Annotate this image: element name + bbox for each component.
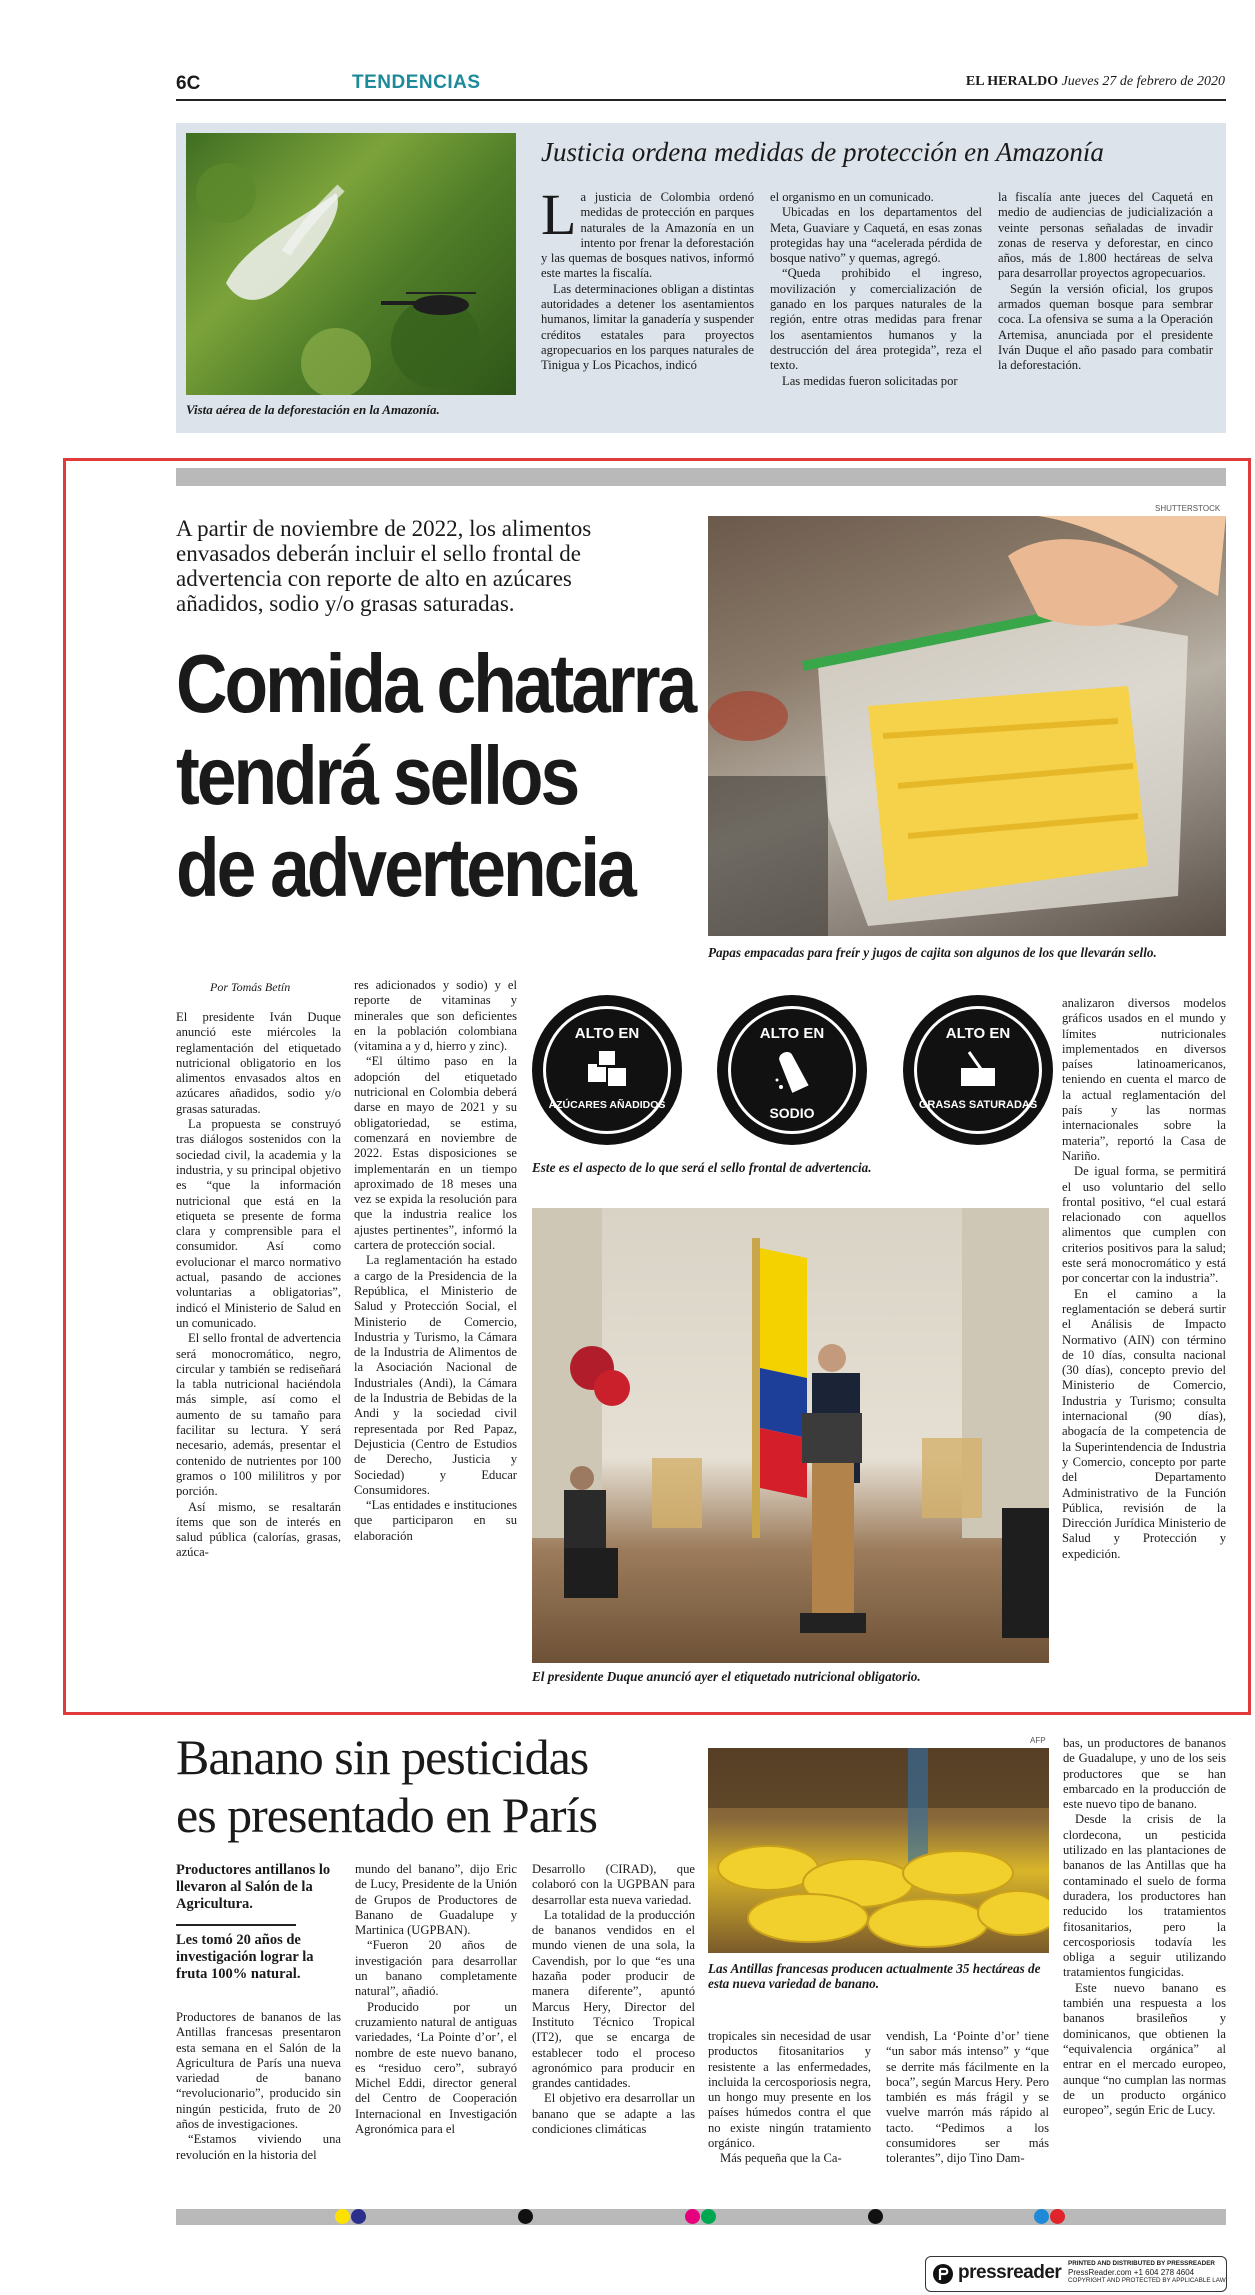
issue-date: Jueves 27 de febrero de 2020 [1061, 74, 1225, 89]
section-name: TENDENCIAS [352, 72, 481, 93]
story2-col3-p3: En el camino a la reglamentación se deberá surtir el Análisis de Impacto Normativo (AIN) con término de 10 días, consulta nacional (30 días), concepto previo del Ministerio de Comercio, Industria y Turismo; consulta internacional (90 días), abogacía de la competencia de la Superintendencia de Industria y Comercio, concepto por parte del Departamento Administrativo de la Función Pública, revisión de la Dirección Jurídica Ministerio de Salud y Protección y expedición. [1062, 1286, 1226, 1561]
registration-dot [351, 2209, 366, 2224]
story2-photo-caption: Papas empacadas para freír y jugos de cajita son algunos de los que llevarán sello. [708, 945, 1157, 960]
story3-photo-credit: AFP [1030, 1736, 1046, 1745]
story2-col1 [176, 1010, 341, 1561]
story3-col6-p1: bas, un productores de bananos de Guadalupe, y uno de los seis productores que se han embarcado en la producción de este nuevo tipo de banano. [1063, 1736, 1226, 1812]
seal-top-label: ALTO EN [945, 1025, 1011, 1042]
story2-col2-p2: “El último paso en la adopción del etiquetado nutricional en Colombia deberá darse en mayo de 2021 y su obligatoriedad, se estima, comenzará en noviembre de 2022. Estas disposiciones se implementarán en un tiempo aproximado de 18 meses una vez se expida la resolución para que la industria realice los ajustes pertinentes”, informó la cartera de protección social. [354, 1054, 517, 1253]
story1-col2-text-b: Ubicadas en los departamentos del Meta, Guaviare y Caquetá, en esas zonas protegidas hay una “acelerada pérdida de bosque nativo” y quemas, agregó. [770, 205, 982, 266]
story1-col1 [541, 182, 754, 374]
pressreader-info [1068, 2260, 1226, 2286]
story3-col6-p3: Este nuevo banano es también una respuesta a los bananos brasileños y dominicanos, que obtienen la “equivalencia orgánica” al entrar en el mercado europeo, aunque “no cumplan las normas de un producto orgánico europeo”, según Eric de Lucy. [1063, 1980, 1226, 2118]
story3-col4 [708, 2029, 871, 2167]
story3-col1-p1: Productores de bananos de las Antillas francesas presentaron esta semana en el Salón de la Agricultura de París una nueva variedad de banano “revolucionario”, producido sin ningún pesticida, fruto de 20 años de investigaciones. [176, 2010, 341, 2132]
story2-col3-p1: analizaron diversos modelos gráficos usados en el mundo y límites nutricionales implementados en diversos países latinoamericanos, teniendo en cuenta el marco de la actual reglamentación del país y las normas internacionales sobre la materia”, reportó la Casa de Nariño. [1062, 996, 1226, 1163]
headline-line-1: Comida chatarra [176, 637, 695, 730]
story3-col1-p2: “Estamos viviendo una revolución en la historia del [176, 2132, 341, 2162]
drop-cap: L [541, 182, 577, 247]
story3-col3-p3: El objetivo era desarrollar un banano que se adapte a las condiciones climáticas [532, 2091, 695, 2137]
story3-col2-p2: “Fueron 20 años de investigación para desarrollar un banano completamente natural”, añadió. [355, 1938, 517, 1999]
story1-col2-text-c: “Queda prohibido el ingreso, movilización y comercialización de ganado en los parques naturales de la región, entre otras medidas para frenar los asentamientos humanos y la destrucción del área protegida”, reza el texto. [770, 266, 982, 373]
headline-line-2: tendrá sellos [176, 729, 578, 822]
story3-sub1: Productores antillanos lo llevaron al Salón de la Agricultura. [176, 1862, 331, 1912]
story3-sub2: Les tomó 20 años de investigación lograr la fruta 100% natural. [176, 1932, 314, 1982]
registration-dot [701, 2209, 716, 2224]
story3-col3 [532, 1862, 695, 2137]
story3-col3-p1: Desarrollo (CIRAD), que colaboró con la UGPBAN para desarrollar esta nueva variedad. [532, 1862, 695, 1907]
president-photo [532, 1208, 1049, 1663]
story3-col5-p1: vendish, La ‘Pointe d’or’ tiene “un sabor más intenso” y “que se derrite más fácilmente en la boca”, según Marcus Hery. Pero también es más frágil y se vuelve marrón más rápido al tacto. “Pedimos a los consumidores ser más tolerantes”, dijo Tino Dam- [886, 2029, 1049, 2166]
story2-col1-p3: El sello frontal de advertencia será monocromático, negro, circular y también se rediseñará la tabla nutricional haciéndola más simple, así como el aumento de su tamaño para facilitar su lectura. Y será necesario, además, presentar el contenido de nutrientes por 100 gramos o 100 mililitros y por porción. [176, 1331, 341, 1499]
story3-col3-p2: La totalidad de la producción de bananos vendidos en el mundo vienen de una sola, la Cavendish, por lo que “es una hazaña poder producir de manera diferente”, apuntó Marcus Hery, Director del Instituto Técnico Tropical (IT2), que se encarga de establecer todo el proceso agronómico para producir en grandes cantidades. [532, 1907, 695, 2091]
story2-col1-p1: El presidente Iván Duque anunció este miércoles la reglamentación del etiquetado nutricional obligatorio en los alimentos envasados altos en azúcares añadidos, sodio y/o grasas saturadas. [176, 1010, 341, 1116]
story2-col2-p1: res adicionados y sodio) y el reporte de vitaminas y minerales que son deficientes en la población colombiana (vitamina a y d, hierro y zinc). [354, 978, 517, 1054]
registration-dot [868, 2209, 883, 2224]
story3-col5 [886, 2029, 1049, 2167]
seal-bottom-label: GRASAS SATURADAS [918, 1099, 1038, 1111]
story1-col1-text-b: Las determinaciones obligan a distintas autoridades a detener los asentamientos humanos, limitar la ganadería y suspender créditos estatales para proyectos agropecuarios en los parques naturales de Tinigua y Los Picachos, indicó [541, 281, 754, 373]
story3-col1 [176, 2010, 341, 2163]
byline-text: Por Tomás Betín [210, 980, 291, 994]
seal-bottom-label: AZÚCARES AÑADIDOS [548, 1099, 666, 1111]
pressreader-line2: PressReader.com +1 604 278 4604 [1068, 2267, 1195, 2277]
story1-col3-text-b: Según la versión oficial, los grupos armados queman bosque para sembrar coca. La ofensiva se suma a la Operación Artemisa, anunciada por el presidente Iván Duque el año pasado para combatir la deforestación. [998, 281, 1213, 373]
story2-col2-p3: La reglamentación ha estado a cargo de la Presidencia de la República, el Ministerio de Salud y Protección Social, el Ministerio de Comercio, Industria y Turismo, la Cámara de la Industria de Alimentos de la Asociación Nacional de Industriales (Andi), la Cámara de la Industria de Bebidas de la Andi y la sociedad civil representada por Red Papaz, Dejusticia (Centro de Estudios de Derecho, Justicia y Sociedad) y Educar Consumidores. [354, 1253, 517, 1497]
fat-tub-icon [955, 1050, 1001, 1090]
chips-bag-photo [708, 516, 1226, 936]
registration-dot [1034, 2209, 1049, 2224]
story1-title: Justicia ordena medidas de protección en Amazonía [541, 137, 1104, 167]
story3-headline [176, 1728, 597, 1844]
story1-col3-text: la fiscalía ante jueces del Caquetá en medio de audiencias de judicialización a veinte personas señaladas de invadir zonas de reserva y deforestar, en cinco años, más de 1.800 hectáreas de selva para desarrollar proyectos agropecuarios. [998, 190, 1213, 281]
story2-col1-p4: Así mismo, se resaltarán ítems que son de interés en salud pública (calorías, grasas, azúca- [176, 1499, 341, 1560]
salt-shaker-icon [775, 1047, 809, 1093]
pressreader-line3: COPYRIGHT AND PROTECTED BY APPLICABLE LAW [1068, 2277, 1226, 2284]
pressreader-brand: pressreader [958, 2262, 1062, 2283]
story2-top-band [176, 468, 1226, 486]
story3-headline-line-1: Banano sin pesticidas [176, 1729, 589, 1785]
story3-col6 [1063, 1736, 1226, 2118]
story2-col2 [354, 978, 517, 1544]
story2-col3-p2: De igual forma, se permitirá el uso voluntario del sello frontal positivo, “el cual estará relacionado con aquellos alimentos que cumplen con criterios positivos para la salud; este será monocromático y está por concertar con la industria”. [1062, 1164, 1226, 1286]
registration-dot [518, 2209, 533, 2224]
seal-sugar [532, 995, 682, 1145]
deforestation-photo [186, 133, 516, 395]
byline [210, 980, 290, 995]
story1-photo-caption: Vista aérea de la deforestación en la Amazonía. [186, 402, 440, 417]
story3-col4-p2: Más pequeña que la Ca- [720, 2151, 842, 2166]
registration-dot [335, 2209, 350, 2224]
registration-dot [685, 2209, 700, 2224]
seal-top-label: ALTO EN [759, 1025, 825, 1042]
story2-deck: A partir de noviembre de 2022, los alimentos envasados deberán incluir el sello frontal de advertencia con reporte de alto en azúcares añadidos, sodio y/o grasas saturadas. [176, 516, 592, 616]
seal-sodium [717, 995, 867, 1145]
story1-col3 [998, 190, 1213, 374]
story3-col2-p1: mundo del banano”, dijo Eric de Lucy, Presidente de la Unión de Grupos de Productores de Banano de Guadalupe y Martinica (UGPBAN). [355, 1862, 517, 1938]
headline-line-3: de advertencia [176, 821, 634, 914]
banana-photo-caption: Las Antillas francesas producen actualmente 35 hectáreas de esta nueva variedad de banano. [708, 1961, 1041, 1991]
masthead-date [966, 74, 1225, 90]
president-photo-caption: El presidente Duque anunció ayer el etiquetado nutricional obligatorio. [532, 1669, 921, 1684]
story3-col6-p2: Desde la crisis de la clordecona, un pesticida utilizado en las plantaciones de bananos de las Antillas que ha contaminado el suelo de forma duradera, los productores han reducido los tratamientos fitosanitarios, pero la cercosporiosis todavía les obliga a seguir utilizando tratamientos fungicidas. [1063, 1812, 1226, 1980]
story3-sub-rule [176, 1924, 296, 1926]
seal-top-label: ALTO EN [574, 1025, 640, 1042]
story1-col2-text: el organismo en un comunicado. [770, 190, 934, 204]
story2-photo-credit: SHUTTERSTOCK [1155, 504, 1221, 513]
header-rule [176, 99, 1226, 101]
story2-col1-p2: La propuesta se construyó tras diálogos sostenidos con la sociedad civil, la academia y la industria, y su principal objetivo es “que la información nutricional que está en la etiqueta se presente de forma clara y comprensible para el consumidor. Así como evolucionar el marco normativo actual, pasando de acciones voluntarias a obligatorias”, indicó el Ministerio de Salud en un comunicado. [176, 1117, 341, 1330]
page-number: 6C [176, 73, 201, 94]
sugar-cubes-icon [584, 1050, 630, 1090]
story2-col3 [1062, 996, 1226, 1562]
story1-col2-text-d: Las medidas fueron solicitadas por [782, 373, 958, 388]
story3-col2-p3: Producido por un cruzamiento natural de antiguas variedades, ‘La Pointe d’or’, el nombre de este nuevo banano, es “residuo cero”, subrayó Michel Eddi, director general del Centro de Cooperación Internacional en Investigación Agronómica para el [355, 1999, 517, 2137]
pressreader-line1: PRINTED AND DISTRIBUTED BY PRESSREADER [1068, 2260, 1215, 2267]
story1-col1-text: a justicia de Colombia ordenó medidas de protección en parques naturales de la Amazonía en un intento por frenar la deforestación y las quemas de bosques nativos, informó este martes la fiscalía. [541, 190, 754, 281]
story3-col4-p1: tropicales sin necesidad de usar productos fitosanitarios y resistente a las enfermedades, incluida la cercosporiosis negra, un hongo muy presente en los países húmedos contra el que no existe ningún tratamiento orgánico. [708, 2029, 871, 2151]
story2-headline [176, 637, 695, 914]
story2-col2-p4: “Las entidades e instituciones que participaron en su elaboración [354, 1498, 517, 1543]
seals-caption: Este es el aspecto de lo que será el sello frontal de advertencia. [532, 1160, 872, 1175]
banana-photo [708, 1748, 1049, 1953]
pressreader-logo-icon [932, 2263, 954, 2285]
seal-fat [903, 995, 1053, 1145]
seal-bottom-label: SODIO [769, 1105, 815, 1121]
pressreader-badge[interactable] [925, 2256, 1227, 2292]
registration-dot [1050, 2209, 1065, 2224]
story1-col2 [770, 190, 982, 389]
story3-col2 [355, 1862, 517, 2137]
newspaper-name: EL HERALDO [965, 74, 1059, 89]
story3-headline-line-2: es presentado en París [176, 1787, 597, 1843]
